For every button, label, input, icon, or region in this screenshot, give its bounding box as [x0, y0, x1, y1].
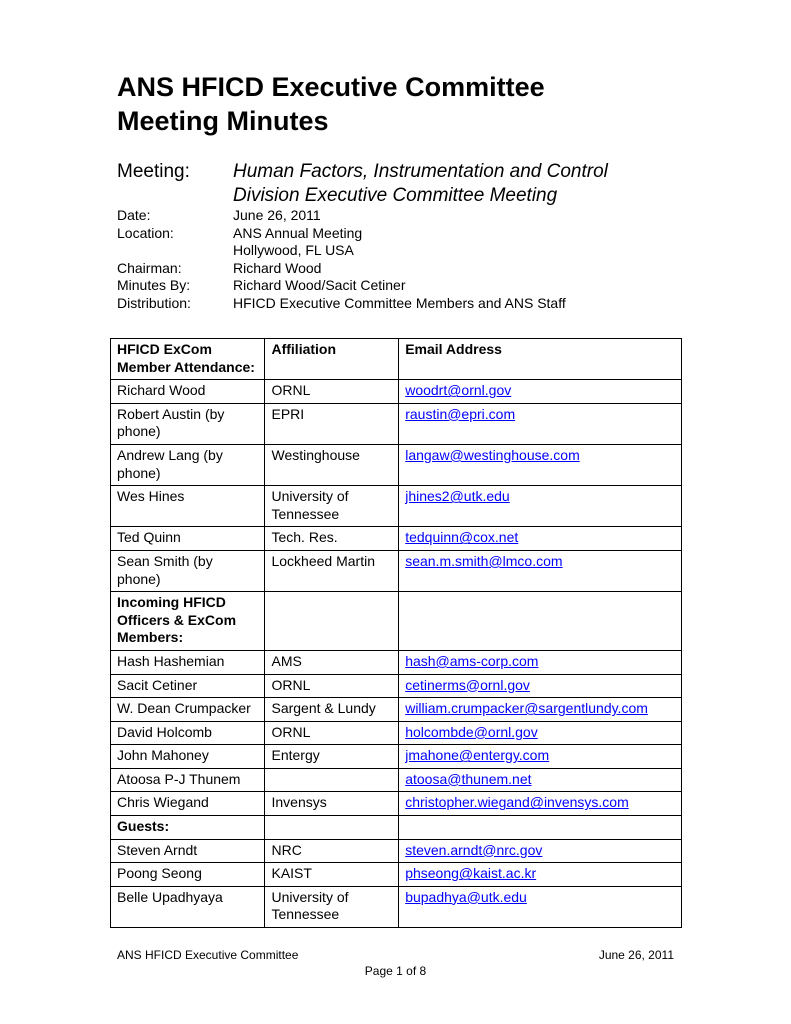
meeting-name-line-1: Human Factors, Instrumentation and Control — [233, 161, 608, 182]
distribution-row — [117, 295, 717, 313]
member-email-cell — [399, 674, 682, 698]
table-row — [111, 550, 682, 591]
member-name: Atoosa P-J Thunem — [111, 768, 265, 792]
meeting-name — [233, 160, 703, 208]
member-affiliation: Lockheed Martin — [265, 550, 399, 591]
member-affiliation — [265, 768, 399, 792]
email-link[interactable]: raustin@epri.com — [405, 405, 516, 422]
email-link[interactable]: jmahone@entergy.com — [405, 747, 550, 764]
table-row — [111, 792, 682, 816]
incoming-section-header-label: Incoming HFICD Officers & ExCom Members: — [111, 592, 265, 651]
document-title — [117, 70, 545, 138]
table-row — [111, 721, 682, 745]
email-link[interactable]: william.crumpacker@sargentlundy.com — [405, 700, 648, 717]
member-affiliation: University of Tennessee — [265, 886, 399, 927]
member-email-cell — [399, 650, 682, 674]
member-affiliation: Sargent & Lundy — [265, 698, 399, 722]
member-name: W. Dean Crumpacker — [111, 698, 265, 722]
member-affiliation: University of Tennessee — [265, 486, 399, 527]
empty-cell — [265, 592, 399, 651]
footer-page-number: Page 1 of 8 — [364, 964, 427, 978]
header-member: HFICD ExCom Member Attendance: — [111, 339, 265, 380]
table-row — [111, 886, 682, 927]
email-link[interactable]: tedquinn@cox.net — [405, 529, 519, 546]
guests-section-header-label: Guests: — [111, 816, 265, 840]
member-affiliation: EPRI — [265, 403, 399, 444]
member-name: Sean Smith (by phone) — [111, 550, 265, 591]
chairman-value: Richard Wood — [233, 259, 322, 276]
distribution-value: HFICD Executive Committee Members and ANS Staff — [233, 294, 566, 311]
table-row — [111, 527, 682, 551]
empty-cell — [265, 816, 399, 840]
member-email-cell — [399, 444, 682, 485]
member-email-cell — [399, 863, 682, 887]
email-link[interactable]: christopher.wiegand@invensys.com — [405, 794, 629, 811]
member-name: Richard Wood — [111, 380, 265, 404]
member-name: Sacit Cetiner — [111, 674, 265, 698]
table-row — [111, 403, 682, 444]
minutes-row — [117, 277, 717, 295]
table-row — [111, 444, 682, 485]
member-email-cell — [399, 550, 682, 591]
email-link[interactable]: bupadhya@utk.edu — [405, 888, 527, 905]
meeting-info — [117, 207, 717, 313]
member-email-cell — [399, 745, 682, 769]
table-row — [111, 768, 682, 792]
member-affiliation: Invensys — [265, 792, 399, 816]
member-name: David Holcomb — [111, 721, 265, 745]
member-email-cell — [399, 380, 682, 404]
minutes-label: Minutes By: — [117, 277, 191, 294]
title-line-2: Meeting Minutes — [117, 106, 329, 136]
member-email-cell — [399, 486, 682, 527]
member-name: Hash Hashemian — [111, 650, 265, 674]
table-row — [111, 839, 682, 863]
member-affiliation: Tech. Res. — [265, 527, 399, 551]
member-email-cell — [399, 768, 682, 792]
table-row — [111, 486, 682, 527]
attendance-table-body — [111, 339, 682, 928]
attendance-table — [110, 338, 682, 928]
location-value — [233, 225, 717, 260]
member-name: Robert Austin (by phone) — [111, 403, 265, 444]
table-row — [111, 650, 682, 674]
date-value: June 26, 2011 — [233, 207, 321, 223]
member-affiliation: Entergy — [265, 745, 399, 769]
member-name: John Mahoney — [111, 745, 265, 769]
member-name: Steven Arndt — [111, 839, 265, 863]
footer-committee: ANS HFICD Executive Committee — [117, 948, 299, 962]
member-email-cell — [399, 403, 682, 444]
email-link[interactable]: holcombde@ornl.gov — [405, 723, 538, 740]
header-affiliation: Affiliation — [265, 339, 399, 380]
member-name: Poong Seong — [111, 863, 265, 887]
location-row — [117, 225, 717, 260]
member-email-cell — [399, 698, 682, 722]
member-affiliation: ORNL — [265, 380, 399, 404]
email-link[interactable]: jhines2@utk.edu — [405, 488, 510, 505]
member-affiliation: NRC — [265, 839, 399, 863]
email-link[interactable]: woodrt@ornl.gov — [405, 382, 512, 399]
date-label: Date: — [117, 207, 151, 223]
title-line-1: ANS HFICD Executive Committee — [117, 72, 545, 102]
email-link[interactable]: steven.arndt@nrc.gov — [405, 841, 543, 858]
table-row — [111, 698, 682, 722]
guests-section-header — [111, 816, 682, 840]
member-name: Andrew Lang (by phone) — [111, 444, 265, 485]
member-affiliation: KAIST — [265, 863, 399, 887]
email-link[interactable]: sean.m.smith@lmco.com — [405, 552, 563, 569]
date-row — [117, 207, 717, 225]
member-affiliation: ORNL — [265, 674, 399, 698]
table-row — [111, 380, 682, 404]
table-header-row — [111, 339, 682, 380]
distribution-label: Distribution: — [117, 294, 191, 311]
member-email-cell — [399, 886, 682, 927]
member-affiliation: AMS — [265, 650, 399, 674]
email-link[interactable]: atoosa@thunem.net — [405, 770, 532, 787]
member-email-cell — [399, 839, 682, 863]
member-email-cell — [399, 721, 682, 745]
table-row — [111, 745, 682, 769]
footer-date: June 26, 2011 — [598, 948, 674, 962]
email-link[interactable]: phseong@kaist.ac.kr — [405, 865, 537, 882]
location-line-2: Hollywood, FL USA — [233, 242, 354, 259]
location-label: Location: — [117, 224, 174, 241]
email-link[interactable]: cetinerms@ornl.gov — [405, 676, 530, 693]
table-row — [111, 674, 682, 698]
chairman-row — [117, 260, 717, 278]
chairman-label: Chairman: — [117, 259, 182, 276]
email-link[interactable]: hash@ams-corp.com — [405, 652, 539, 669]
incoming-section-header — [111, 592, 682, 651]
location-line-1: ANS Annual Meeting — [233, 224, 363, 241]
member-affiliation: ORNL — [265, 721, 399, 745]
meeting-label: Meeting: — [117, 161, 190, 182]
member-email-cell — [399, 792, 682, 816]
member-name: Wes Hines — [111, 486, 265, 527]
header-email: Email Address — [399, 339, 682, 380]
meeting-name-line-2: Division Executive Committee Meeting — [233, 185, 558, 206]
member-affiliation: Westinghouse — [265, 444, 399, 485]
empty-cell — [399, 592, 682, 651]
member-email-cell — [399, 527, 682, 551]
email-link[interactable]: langaw@westinghouse.com — [405, 446, 580, 463]
member-name: Ted Quinn — [111, 527, 265, 551]
table-row — [111, 863, 682, 887]
member-name: Belle Upadhyaya — [111, 886, 265, 927]
empty-cell — [399, 816, 682, 840]
member-name: Chris Wiegand — [111, 792, 265, 816]
minutes-value: Richard Wood/Sacit Cetiner — [233, 277, 406, 294]
